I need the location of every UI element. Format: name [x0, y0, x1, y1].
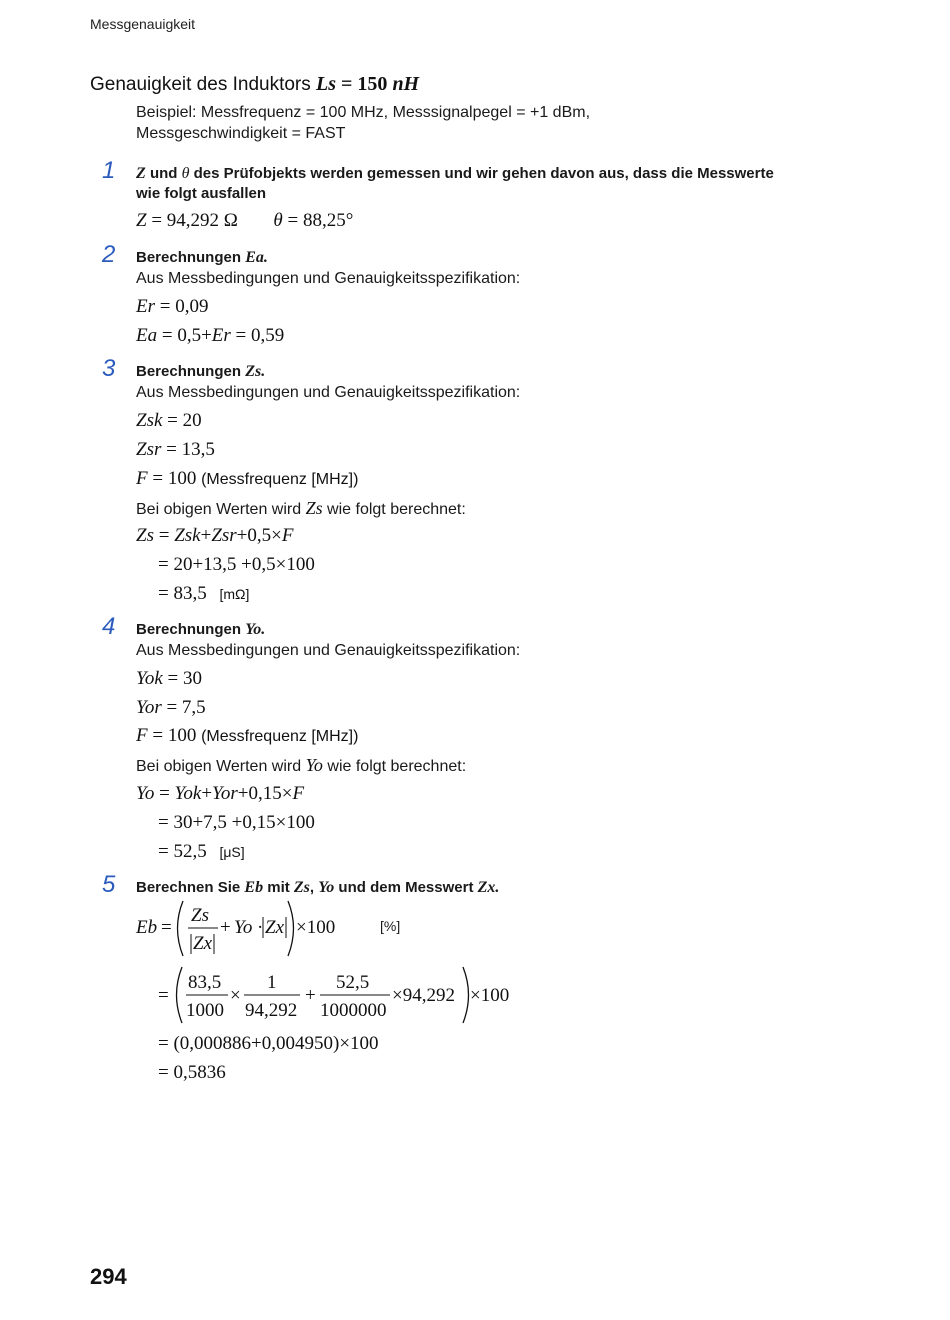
step-5-heading: Berechnen Sie Eb mit Zs, Yo und dem Messwert Zx.: [136, 879, 500, 896]
svg-text:=: =: [158, 985, 169, 1006]
svg-text:Zs: Zs: [191, 905, 209, 926]
step-2-var: Ea: [245, 249, 264, 266]
example-line-2: Messgeschwindigkeit = FAST: [136, 125, 346, 142]
yo-unit: [μS]: [219, 844, 245, 860]
f-note: (Messfrequenz [MHz]): [201, 471, 359, 488]
zs-unit: [mΩ]: [219, 586, 250, 602]
step-2-number: 2: [102, 241, 116, 268]
step-1-text: des Prüfobjekts werden gemessen und wir gehen davon aus, dass die Messwerte: [193, 165, 774, 182]
svg-text:Zx: Zx: [193, 933, 212, 954]
step-5-heading-c: und dem Messwert: [338, 879, 474, 896]
step-4-yor: Yor = 7,5: [136, 697, 206, 718]
step-2-heading-text: Berechnungen: [136, 249, 242, 266]
step-3-zsr: Zsr = 13,5: [136, 439, 215, 460]
eb-substitution: [150, 963, 550, 1027]
svg-text:Eb: Eb: [136, 917, 158, 938]
step-3-result: [158, 583, 249, 605]
step-4-result: [158, 841, 245, 863]
step-3-number: 3: [102, 355, 116, 382]
f-value-2: = 100: [152, 725, 197, 746]
frac-1000: 1000: [186, 1000, 224, 1021]
svg-text:+: +: [305, 985, 316, 1006]
svg-text:Zx: Zx: [265, 917, 284, 938]
step-3-var: Zs: [245, 363, 262, 380]
yok-value: = 30: [167, 668, 202, 689]
running-header: Messgenauigkeit: [90, 16, 196, 32]
step-3-heading: Berechnungen Zs.: [136, 363, 266, 380]
step-3-substituted: = 20+13,5 +0,5×100: [158, 554, 315, 575]
step-4-f: F = 100 (Messfrequenz [MHz]): [136, 725, 359, 746]
step-2-sub: Aus Messbedingungen und Genauigkeitsspezifikation:: [136, 270, 521, 287]
er-value: = 0,09: [159, 296, 209, 317]
step-5-result: = 0,5836: [158, 1062, 226, 1083]
svg-text:·: ·: [257, 917, 264, 938]
step-4-formula: Yo = Yok+Yor+0,15×F: [136, 783, 305, 804]
title-eq: = 150: [336, 73, 393, 95]
step-3-f: F = 100 (Messfrequenz [MHz]): [136, 468, 359, 489]
frac-94-292: 94,292: [245, 1000, 298, 1021]
step-1-values: Z = 94,292 Ω θ = 88,25°: [136, 210, 354, 231]
theta-value: = 88,25°: [287, 210, 354, 231]
f-value: = 100: [152, 468, 197, 489]
step-5-heading-a: Berechnen Sie: [136, 879, 241, 896]
times-100: ×100: [470, 985, 510, 1006]
ea-expr: = 0,5+: [161, 325, 212, 346]
step-2-ea: Ea = 0,5+Er = 0,59: [136, 325, 285, 346]
step-4-sub: Aus Messbedingungen und Genauigkeitsspezifikation:: [136, 642, 521, 659]
zsr-value: = 13,5: [166, 439, 215, 460]
svg-text:Yo: Yo: [234, 917, 253, 938]
step-1-line-2: wie folgt ausfallen: [136, 185, 267, 202]
step-2-heading: Berechnungen Ea.: [136, 249, 268, 266]
step-1-number: 1: [102, 157, 116, 184]
step-3-sub: Aus Messbedingungen und Genauigkeitsspezifikation:: [136, 384, 521, 401]
calc-intro-b: wie folgt berechnet:: [327, 501, 466, 518]
step-5-heading-b: mit: [267, 879, 290, 896]
step-1-line-1: Z und θ des Prüfobjekts werden gemessen und wir gehen davon aus, dass die Messwerte: [136, 165, 774, 182]
times-94-292: ×94,292: [392, 985, 455, 1006]
section-title: [90, 73, 419, 96]
zs-result: = 83,5: [158, 583, 207, 604]
svg-text:+: +: [220, 917, 231, 938]
z-value: = 94,292 Ω: [151, 210, 238, 231]
step-4-number: 4: [102, 613, 116, 640]
calc-intro-b-2: wie folgt berechnet:: [327, 758, 467, 775]
zsk-value: = 20: [167, 410, 202, 431]
title-unit: nH: [392, 73, 420, 95]
step-4-heading-text: Berechnungen: [136, 621, 242, 638]
step-3-heading-text: Berechnungen: [136, 363, 242, 380]
example-line-1: Beispiel: Messfrequenz = 100 MHz, Messsignalpegel = +1 dBm,: [136, 104, 591, 121]
frac-1000000: 1000000: [320, 1000, 387, 1021]
ea-value: = 0,59: [235, 325, 285, 346]
step-4-var: Yo: [245, 621, 262, 638]
title-text: Genauigkeit des Induktors: [90, 74, 311, 95]
frac-83-5: 83,5: [188, 972, 222, 993]
step-3-formula: Zs = Zsk+Zsr+0,5×F: [136, 525, 294, 546]
yor-value: = 7,5: [166, 697, 206, 718]
svg-text:×: ×: [230, 985, 241, 1006]
title-symbol: Ls: [316, 73, 337, 95]
page-number: 294: [90, 1264, 127, 1289]
step-4-calc-intro: Bei obigen Werten wird Yo wie folgt berechnet:: [136, 755, 467, 775]
calc-intro-a: Bei obigen Werten wird: [136, 501, 302, 518]
svg-text:=: =: [161, 917, 172, 938]
f-note-2: (Messfrequenz [MHz]): [201, 728, 359, 745]
svg-text:×100: ×100: [296, 917, 336, 938]
step-5-number: 5: [102, 871, 116, 898]
step-5-line-3: = (0,000886+0,004950)×100: [158, 1033, 379, 1054]
eb-unit: [%]: [380, 918, 401, 934]
frac-52-5: 52,5: [336, 972, 370, 993]
yo-result: = 52,5: [158, 841, 207, 862]
step-4-yok: Yok = 30: [136, 668, 202, 689]
step-4-heading: Berechnungen Yo.: [136, 621, 266, 638]
step-3-calc-intro: Bei obigen Werten wird Zs wie folgt berechnet:: [136, 498, 466, 518]
frac-1: 1: [267, 972, 277, 993]
step-3-zsk: Zsk = 20: [136, 410, 202, 431]
step-2-er: Er = 0,09: [136, 296, 209, 317]
step-4-substituted: = 30+7,5 +0,15×100: [158, 812, 315, 833]
calc-intro-a-2: Bei obigen Werten wird: [136, 758, 302, 775]
